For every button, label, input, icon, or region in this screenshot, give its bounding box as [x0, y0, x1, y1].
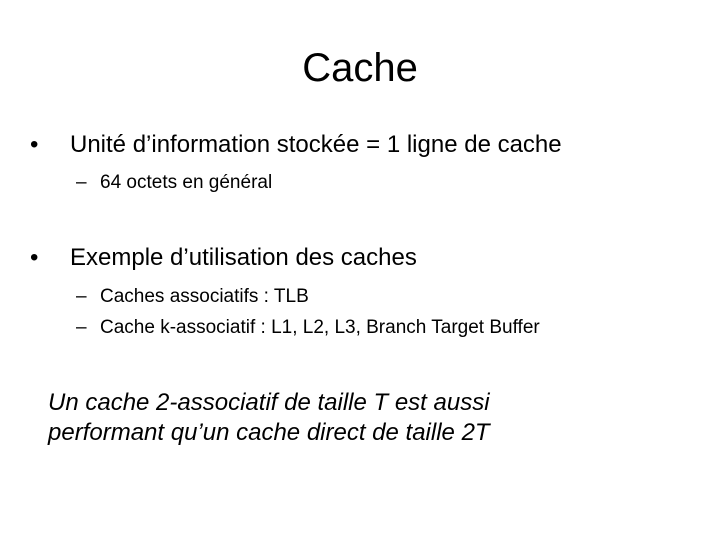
bullet-1: [30, 130, 562, 160]
slide-title: Cache: [302, 46, 418, 90]
conclusion-note-line-2: performant qu’un cache direct de taille 2T: [48, 419, 490, 446]
sub-bullet-2-1-text: Caches associatifs : TLB: [100, 286, 309, 307]
sub-bullet-1-1-text: 64 octets en général: [100, 172, 273, 193]
sub-bullet-marker: –: [76, 172, 87, 193]
bullet-2: [30, 243, 417, 273]
conclusion-note-line-1: Un cache 2-associatif de taille T est aussi: [48, 389, 490, 416]
bullet-1-text: Unité d’information stockée = 1 ligne de cache: [70, 131, 562, 158]
bullet-2-text: Exemple d’utilisation des caches: [70, 244, 417, 271]
bullet-marker: •: [30, 131, 39, 158]
bullet-marker: •: [30, 244, 39, 271]
sub-bullet-2-2-text: Cache k-associatif : L1, L2, L3, Branch Target Buffer: [100, 317, 540, 338]
sub-bullet-2-1: [76, 285, 309, 309]
sub-bullet-marker: –: [76, 317, 87, 338]
sub-bullet-marker: –: [76, 286, 87, 307]
sub-bullet-1-1: [76, 171, 272, 195]
sub-bullet-2-2: [76, 316, 540, 340]
conclusion-note: [48, 388, 688, 448]
